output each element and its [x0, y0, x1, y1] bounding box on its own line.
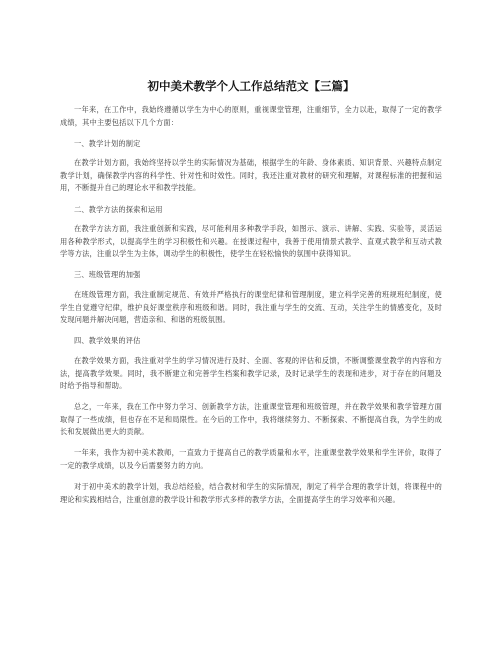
document-title: 初中美术教学个人工作总结范文【三篇】: [147, 79, 355, 93]
section-heading-2: 二、教学方法的探索和运用: [74, 204, 163, 214]
section-paragraph-3: 在班级管理方面，我注重制定规范、有效并严格执行的课堂纪律和管理制度，建立科学完善的班规班纪制度，使学生自觉遵守纪律，维护良好课堂秩序和班级和谐。同时，我注重与学生的交流、互动，关注学生的情感变化，及时发现问题并解决问题，营造亲和、和谐的班级氛围。: [60, 290, 442, 325]
second-intro-paragraph: 一年来，我作为初中美术教师，一直致力于提高自己的教学质量和水平，注重课堂教学效果和学生评价，取得了一定的教学成绩，以及今后需要努力的方向。: [60, 448, 442, 471]
teaching-plan-paragraph: 对于初中美术的教学计划，我总结经验，结合教材和学生的实际情况，制定了科学合理的教学计划，将课程中的理论和实践相结合，注重创意的教学设计和教学形式多样的教学方法，全面提高学生的学习效率和兴趣。: [60, 482, 442, 504]
section-heading-4: 四、教学效果的评估: [74, 336, 141, 346]
section-paragraph-4: 在教学效果方面，我注重对学生的学习情况进行及时、全面、客观的评估和反馈，不断调整课堂教学的内容和方法，提高教学效果。同时，我不断建立和完善学生档案和教学记录，及时记录学生的表现和进步，对于存在的问题及时给予指导和帮助。: [60, 355, 442, 391]
section-paragraph-1: 在教学计划方面，我始终坚持以学生的实际情况为基础，根据学生的年龄、身体素质、知识背景、兴趣特点制定教学计划，确保教学内容的科学性、针对性和时效性。同时，我还注重对教材的研究和理解，对课程标准的把握和运用，不断提升自己的理论水平和教学技能。: [60, 158, 442, 193]
intro-paragraph: 一年来，在工作中，我始终遵循以学生为中心的原则，重视课堂管理，注重细节，全力以赴，取得了一定的教学成绩，其中主要包括以下几个方面：: [60, 105, 442, 127]
document-body: [60, 104, 442, 515]
summary-paragraph: 总之，一年来，我在工作中努力学习、创新教学方法，注重课堂管理和班级管理，并在教学效果和教学管理方面取得了一些成绩，但也存在不足和局限性。在今后的工作中，我将继续努力、不断探索、不断提高自我，为学生的成长和发展做出更大的贡献。: [60, 402, 442, 437]
section-heading-1: 一、教学计划的制定: [74, 138, 141, 148]
section-paragraph-2: 在教学方法方面，我注重创新和实践，尽可能利用多种教学手段，如图示、演示、讲解、实践、实验等，灵活运用各种教学形式，以提高学生的学习积极性和兴趣。在授课过程中，我善于使用情景式教学、直观式教学和互动式教学等方法，注重以学生为主体，调动学生的积极性，使学生在轻松愉快的氛围中获得知识。: [60, 224, 442, 259]
section-heading-3: 三、班级管理的加强: [74, 270, 141, 280]
